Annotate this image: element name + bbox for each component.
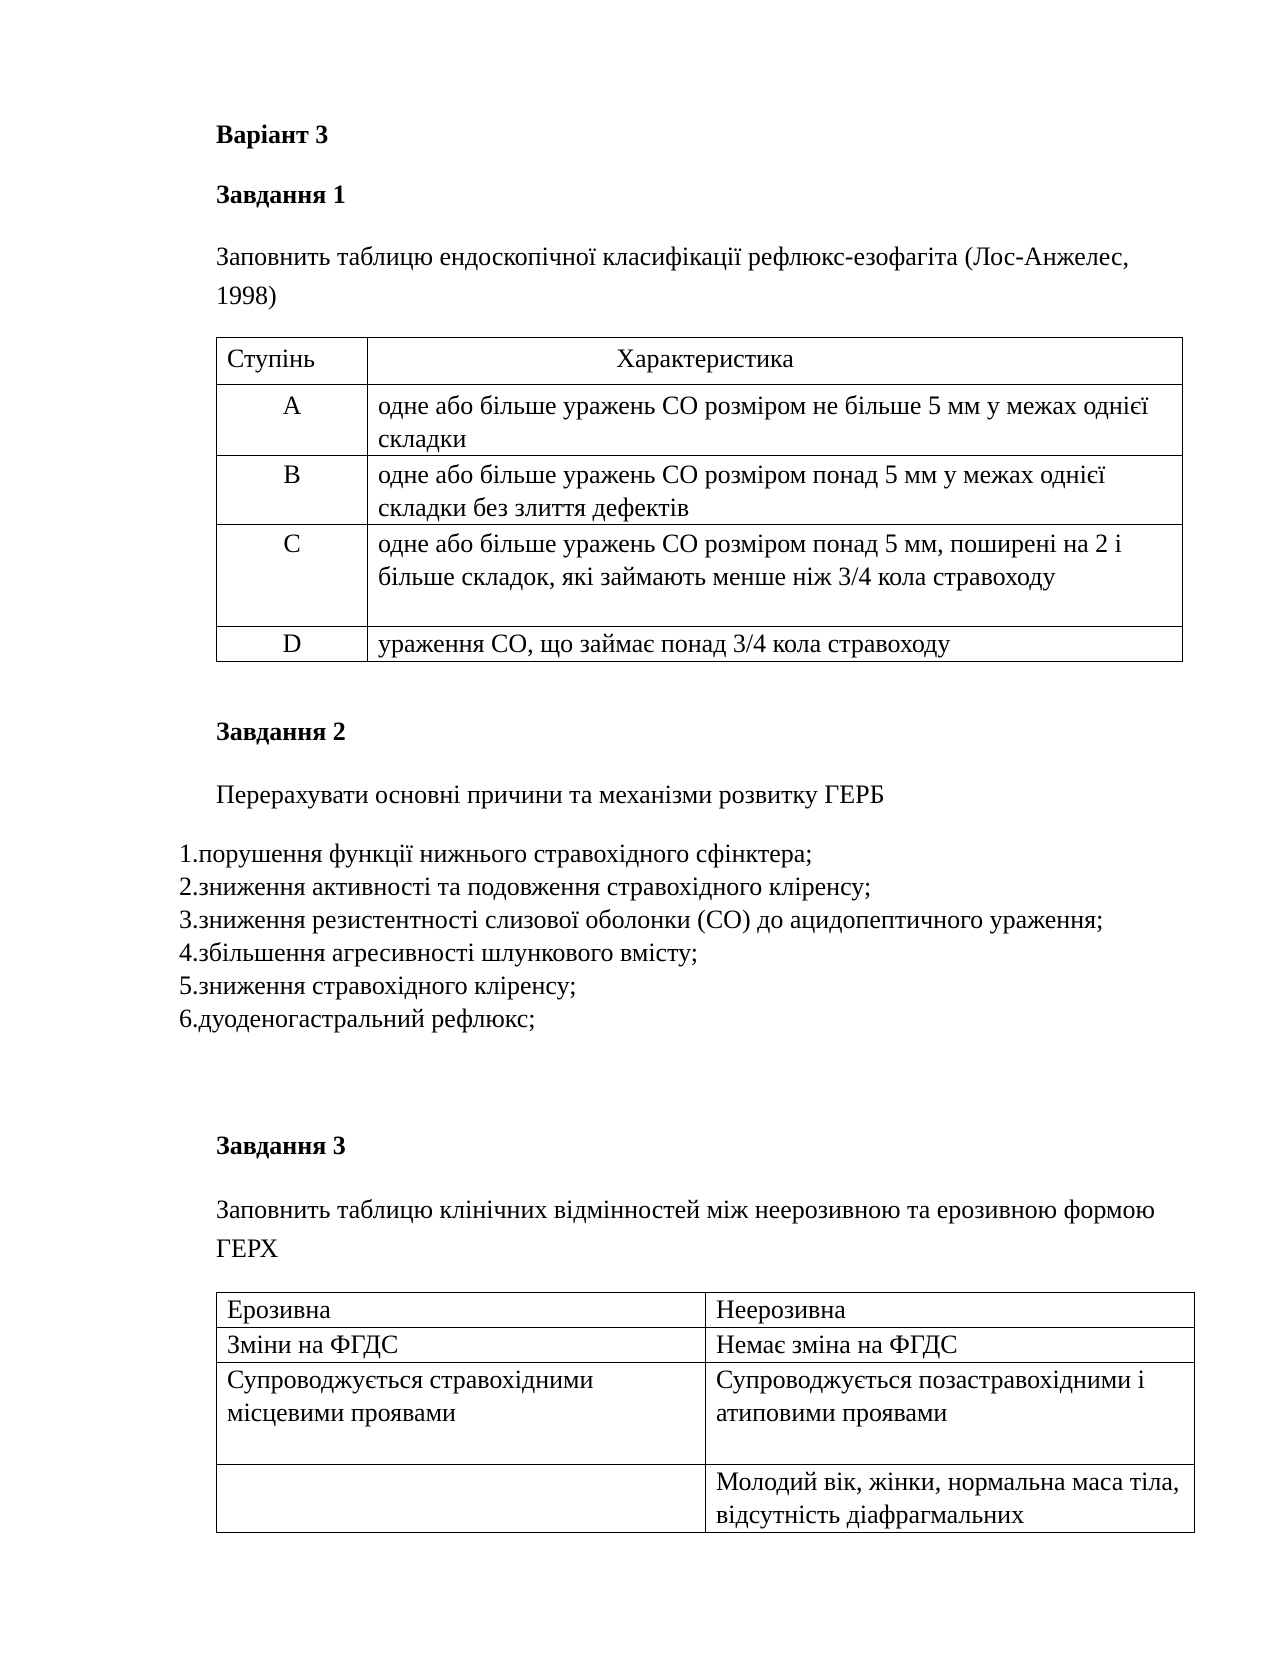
list-item: 3.зниження резистентності слизової оболонки (СО) до ацидопептичного ураження; — [179, 905, 1104, 934]
table-header-row — [217, 1293, 1195, 1328]
description-cell: ураження СО, що займає понад 3/4 кола стравоходу — [368, 627, 1183, 662]
description-cell: одне або більше уражень СО розміром понад 5 мм, поширені на 2 і більше складок, які займають менше ніж 3/4 кола стравоходу — [368, 525, 1183, 627]
grade-cell: A — [217, 385, 368, 456]
table-row — [217, 1328, 1195, 1363]
list-item: 6.дуоденогастральний рефлюкс; — [179, 1004, 536, 1033]
table-row — [217, 1465, 1195, 1533]
task2-title: Завдання 2 — [216, 717, 346, 746]
grade-cell: B — [217, 456, 368, 525]
task2-instruction: Перерахувати основні причини та механізми розвитку ГЕРБ — [216, 780, 885, 809]
description-cell: одне або більше уражень СО розміром не більше 5 мм у межах однієї складки — [368, 385, 1183, 456]
table-row — [217, 456, 1183, 525]
table-row — [217, 627, 1183, 662]
list-item: 1.порушення функції нижнього стравохідного сфінктера; — [179, 839, 813, 868]
erosive-cell: Супроводжується стравохідними місцевими проявами — [217, 1363, 706, 1465]
description-cell: одне або більше уражень СО розміром понад 5 мм у межах однієї складки без злиття дефектів — [368, 456, 1183, 525]
causes-list — [179, 837, 1194, 1035]
list-item: 5.зниження стравохідного кліренсу; — [179, 971, 577, 1000]
task3-instruction: Заповнить таблицю клінічних відмінностей між неерозивною та ерозивною формою ГЕРХ — [216, 1195, 1155, 1263]
table-row — [217, 385, 1183, 456]
erosive-cell: Зміни на ФГДС — [217, 1328, 706, 1363]
header-grade: Ступінь — [217, 338, 368, 385]
variant-title: Варіант 3 — [216, 120, 329, 149]
non-erosive-cell: Супроводжується позастравохідними і атиповими проявами — [706, 1363, 1195, 1465]
table-row — [217, 525, 1183, 627]
header-non-erosive: Неерозивна — [706, 1293, 1195, 1328]
erosive-cell — [217, 1465, 706, 1533]
grade-cell: D — [217, 627, 368, 662]
list-item: 4.збільшення агресивності шлункового вмісту; — [179, 938, 698, 967]
header-erosive: Ерозивна — [217, 1293, 706, 1328]
grade-cell: C — [217, 525, 368, 627]
reflux-classification-table — [216, 337, 1183, 662]
gerd-forms-table — [216, 1292, 1195, 1533]
header-characteristic: Характеристика — [368, 338, 1183, 385]
task1-instruction: Заповнить таблицю ендоскопічної класифікації рефлюкс-езофагіта (Лос-Анжелес, 1998) — [216, 242, 1129, 310]
table-header-row — [217, 338, 1183, 385]
non-erosive-cell: Немає зміна на ФГДС — [706, 1328, 1195, 1363]
task1-title: Завдання 1 — [216, 180, 346, 209]
table-row — [217, 1363, 1195, 1465]
task3-title: Завдання 3 — [216, 1131, 346, 1160]
non-erosive-cell: Молодий вік, жінки, нормальна маса тіла, відсутність діафрагмальних — [706, 1465, 1195, 1533]
list-item: 2.зниження активності та подовження стравохідного кліренсу; — [179, 872, 872, 901]
